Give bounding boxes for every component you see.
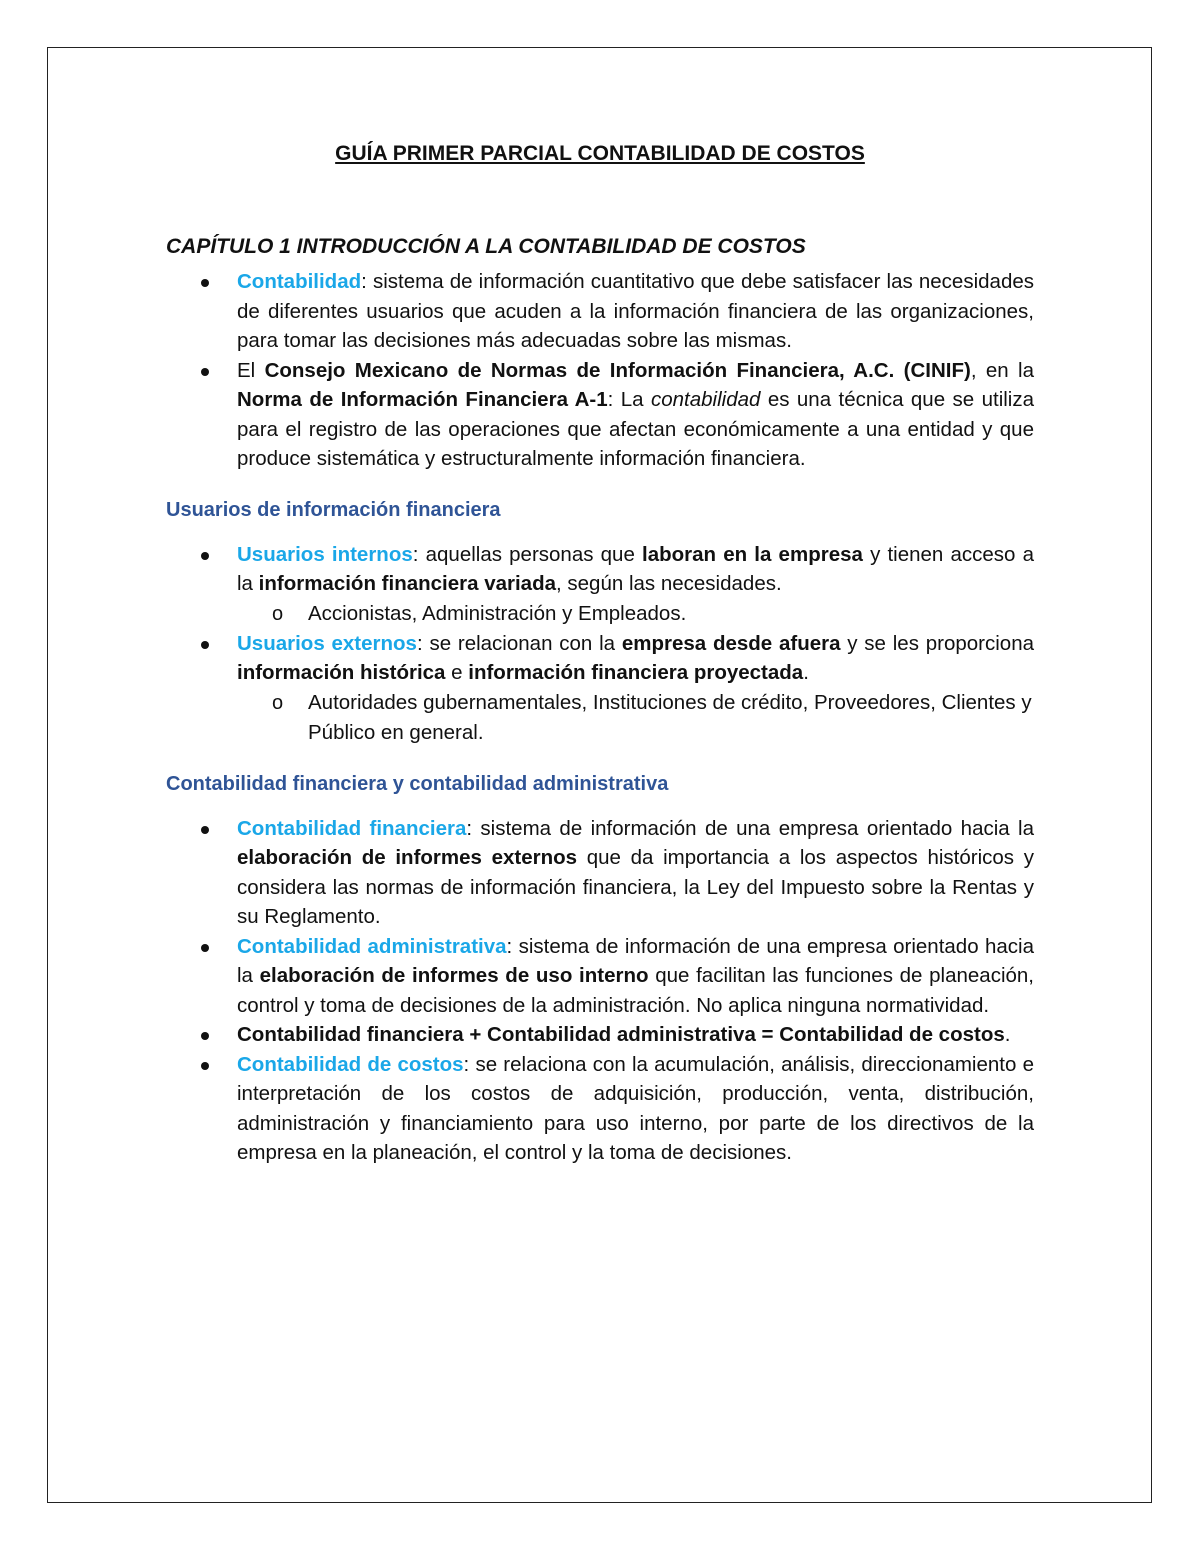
bold-text: información histórica	[237, 661, 446, 684]
bold-text: información financiera variada	[258, 572, 557, 595]
bullet-icon	[201, 1062, 209, 1070]
document-title: GUÍA PRIMER PARCIAL CONTABILIDAD DE COSTOS	[335, 142, 865, 165]
list-item	[166, 1050, 1034, 1168]
definition-text: : sistema de información cuantitativo que debe satisfacer las necesidades de diferentes usuarios que acuden a la información financiera de las organizaciones, para tomar las decisiones más adecuadas sobre las mismas.	[237, 270, 1034, 352]
text-run: : se relaciona con la acumulación, análisis, direccionamiento e interpretación de los costos de adquisición, producción, venta, distribución, administración y financiamiento para uso interno, por parte de los directivos de la empresa en la planeación, el control y la toma de decisiones.	[237, 1052, 1034, 1164]
sub-list	[237, 688, 1034, 748]
term: Contabilidad administrativa	[237, 934, 507, 958]
italic-text: contabilidad	[651, 388, 761, 411]
bold-text: información financiera proyectada	[468, 661, 804, 684]
chapter-heading: CAPÍTULO 1 INTRODUCCIÓN A LA CONTABILIDAD DE COSTOS	[166, 235, 806, 258]
text-run: : sistema de información de una empresa orientado hacia la	[237, 934, 1034, 987]
text-run: .	[803, 661, 809, 684]
circle-bullet-icon: o	[272, 691, 284, 714]
document-body	[166, 140, 1034, 1168]
list-item	[166, 540, 1034, 629]
sub-list-item	[166, 599, 1034, 629]
text-run: : se relacionan con la	[416, 631, 622, 655]
section-heading-users: Usuarios de información financiera	[166, 498, 501, 521]
list-item	[166, 267, 1034, 356]
text-run: : sistema de información de una empresa orientado hacia la	[466, 816, 1035, 840]
bullet-icon	[201, 279, 209, 287]
text-run: : La	[607, 388, 651, 411]
equation-text: Contabilidad financiera + Contabilidad administrativa = Contabilidad de costos	[237, 1023, 1005, 1046]
bullet-icon	[201, 1032, 209, 1040]
text-run: y tienen acceso a la	[237, 542, 1035, 595]
list-item	[166, 932, 1034, 1021]
text-run: es una técnica que se utiliza para el registro de las operaciones que afectan económicamente a una entidad y que produce sistemática y estructuralmente información financiera.	[237, 388, 1035, 470]
bold-text: Norma de Información Financiera A-1	[237, 388, 608, 411]
sub-list	[237, 599, 1034, 629]
users-list	[166, 540, 1034, 748]
bold-text: elaboración de informes externos	[237, 846, 578, 869]
text-run: que da importancia a los aspectos históricos y considera las normas de información financiera, la Ley del Impuesto sobre la Rentas y su Reglamento.	[237, 846, 1034, 928]
types-list	[166, 814, 1034, 1168]
text-run: , en la	[970, 358, 1034, 382]
sub-item-text: Accionistas, Administración y Empleados.	[308, 601, 687, 625]
bullet-icon	[201, 944, 209, 952]
bullet-icon	[201, 552, 209, 560]
bold-text: elaboración de informes de uso interno	[259, 964, 649, 987]
text-run: .	[1004, 1023, 1011, 1046]
bullet-icon	[201, 368, 209, 376]
text-run: El	[237, 358, 265, 382]
term: Contabilidad financiera	[237, 816, 467, 840]
bullet-icon	[201, 826, 209, 834]
section-heading-types: Contabilidad financiera y contabilidad administrativa	[166, 772, 669, 795]
text-run: , según las necesidades.	[556, 572, 782, 595]
bold-text: empresa desde afuera	[621, 631, 841, 655]
intro-list	[166, 267, 1034, 474]
bold-text: Consejo Mexicano de Normas de Información Financiera, A.C. (CINIF)	[264, 358, 971, 382]
sub-list-item	[166, 688, 1034, 748]
sub-item-text: Autoridades gubernamentales, Instituciones de crédito, Proveedores, Clientes y Público en general.	[308, 690, 1032, 744]
text-run: y se les proporciona	[840, 631, 1034, 655]
text-run: que facilitan las funciones de planeación, control y toma de decisiones de la administración. No aplica ninguna normatividad.	[237, 964, 1035, 1017]
circle-bullet-icon: o	[272, 602, 284, 625]
list-item	[166, 814, 1034, 932]
term: Usuarios externos	[237, 631, 417, 655]
list-item	[166, 356, 1034, 474]
term: Usuarios internos	[237, 542, 413, 566]
list-item	[166, 1020, 1034, 1050]
list-item	[166, 629, 1034, 748]
term: Contabilidad de costos	[237, 1052, 464, 1076]
bold-text: laboran en la empresa	[642, 542, 863, 566]
bullet-icon	[201, 641, 209, 649]
text-run: e	[445, 661, 469, 684]
term: Contabilidad	[237, 270, 362, 293]
text-run: : aquellas personas que	[412, 542, 643, 566]
